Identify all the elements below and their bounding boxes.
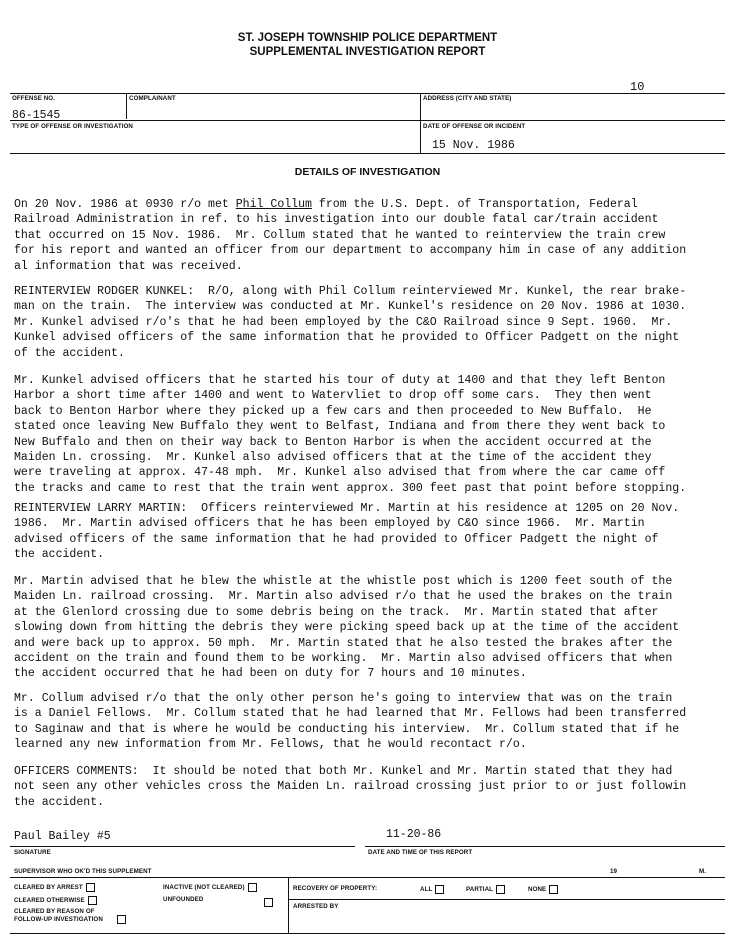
recovery-none-checkbox[interactable]: [549, 885, 558, 894]
m-label: M.: [699, 868, 707, 875]
supervisor-line: [10, 877, 725, 878]
recovery-all-checkbox[interactable]: [435, 885, 444, 894]
narrative-paragraph-4: REINTERVIEW LARRY MARTIN: Officers reinterviewed Mr. Martin at his residence at 1205 on 20 Nov. 1986. Mr. Martin advised officers that he has been employed by C&O since 1966. Mr. Martin advised officers of the same information that he had provided to Officer Padgett the night of the accident.: [14, 502, 680, 562]
date-line: [365, 846, 725, 847]
signature-label: SIGNATURE: [14, 849, 51, 856]
narrative-paragraph-1: [14, 197, 726, 274]
signature-line: [10, 846, 355, 847]
supervisor-label: SUPERVISOR WHO OK'D THIS SUPPLEMENT: [14, 868, 152, 875]
cleared-otherwise-checkbox[interactable]: [88, 896, 97, 905]
form-divider: [126, 93, 127, 119]
officers-comments: OFFICERS COMMENTS: It should be noted that both Mr. Kunkel and Mr. Martin stated that they had not seen any other vehicles cross the Maiden Ln. railroad crossing just prior to or just followin the accident.: [14, 765, 687, 809]
year-prefix: 19: [610, 868, 618, 875]
form-top-border: [10, 93, 725, 94]
narrative-text: from the U.S. Dept. of Transportation, Federal: [311, 198, 638, 211]
form-bottom-border: [10, 153, 725, 154]
report-date-field[interactable]: 11-20-86: [386, 828, 442, 841]
offense-no-label: OFFENSE NO.: [12, 95, 56, 102]
recovery-divider: [288, 899, 725, 900]
form-row-divider: [10, 120, 725, 121]
complainant-label: COMPLAINANT: [129, 95, 176, 102]
cleared-arrest-option[interactable]: CLEARED BY ARREST: [14, 883, 95, 892]
recovery-partial-option[interactable]: PARTIAL: [466, 885, 505, 894]
incident-date-label: DATE OF OFFENSE OR INCIDENT: [423, 123, 526, 130]
recovery-partial-checkbox[interactable]: [496, 885, 505, 894]
recovery-none-option[interactable]: NONE: [528, 885, 558, 894]
footer-divider: [288, 877, 289, 933]
inactive-checkbox[interactable]: [248, 883, 257, 892]
recovery-all-option[interactable]: ALL: [420, 885, 444, 894]
footer-bottom-line: [10, 933, 725, 934]
cleared-otherwise-option[interactable]: CLEARED OTHERWISE: [14, 896, 97, 905]
signature-field[interactable]: Paul Bailey #5: [14, 830, 111, 843]
incident-date-field[interactable]: 15 Nov. 1986: [432, 139, 515, 152]
narrative-paragraph-2: REINTERVIEW RODGER KUNKEL: R/O, along with Phil Collum reinterviewed Mr. Kunkel, the rear brake- man on the train. The interview was conducted at Mr. Kunkel's residence on 20 Nov. 1986 at 1030. Mr. Kunkel advised r/o's that he had been employed by the C&O Railroad since 9 Sept. 1960. Mr. Kunkel advised officers of the same information that he provided to Officer Padgett on the night of the accident.: [14, 285, 687, 360]
report-title: SUPPLEMENTAL INVESTIGATION REPORT: [249, 46, 486, 58]
narrative-text: Railroad Administration in ref. to his investigation into our double fatal car/train accident that occurred on 15 Nov. 1986. Mr. Collum stated that he wanted to reinterview the train crew for his report and wanted an officer from our department to accompany him in case of any addition al information that was received.: [14, 213, 687, 273]
department-title: ST. JOSEPH TOWNSHIP POLICE DEPARTMENT: [237, 32, 498, 44]
narrative-paragraph-5: Mr. Martin advised that he blew the whistle at the whistle post which is 1200 feet south of the Maiden Ln. railroad crossing. Mr. Martin also advised r/o that he used the brakes on the train at the Glenlord crossing due to some debris being on the track. Mr. Martin stated that after slowing down from hitting the debris they were picking speed back up at the time of the accident and were back up to approx. 50 mph. Mr. Martin stated that he also tested the brakes after the accident on the train and found them to be working. Mr. Martin also advised officers that when the accident occurred that he had been on duty for 7 hours and 10 minutes.: [14, 575, 680, 681]
offense-no-field[interactable]: 86-1545: [12, 109, 61, 122]
narrative-paragraph-3: Mr. Kunkel advised officers that he started his tour of duty at 1400 and that they left Benton Harbor a short time after 1400 and went to Watervliet to drop off some cars. They then went back to Benton Harbor where they picked up a few cars and then proceeded to New Buffalo. He stated once leaving New Buffalo they went to Belfast, Indiana and from there they went back to New Buffalo and then on their way back to Benton Harbor is when the accident occurred at the Maiden Ln. crossing. Mr. Kunkel also advised officers that at the time of the accident they were traveling at approx. 47-48 mph. Mr. Kunkel also advised that from where the car came off the tracks and came to rest that the train went approx. 300 feet past that point before stopping.: [14, 374, 687, 495]
arrested-by-label: ARRESTED BY: [293, 903, 339, 910]
cleared-reason-option[interactable]: FOLLOW-UP INVESTIGATION: [14, 915, 126, 924]
address-label: ADDRESS (CITY AND STATE): [423, 95, 512, 102]
details-heading: DETAILS OF INVESTIGATION: [294, 166, 441, 178]
narrative-paragraph-6: Mr. Collum advised r/o that the only other person he's going to interview that was on the train is a Daniel Fellows. Mr. Collum stated that he had learned that Mr. Fellows had been transferred to Saginaw and that is where he would be conducting his interview. Mr. Collum stated that if he learned any new information from Mr. Fellows, that he would recontact r/o.: [14, 692, 687, 752]
inactive-option[interactable]: INACTIVE (NOT CLEARED): [163, 883, 257, 892]
recovery-label: RECOVERY OF PROPERTY:: [293, 885, 378, 892]
narrative-text: On 20 Nov. 1986 at 0930 r/o met: [14, 198, 236, 211]
offense-type-label: TYPE OF OFFENSE OR INVESTIGATION: [12, 123, 133, 130]
cleared-reason-checkbox[interactable]: [117, 915, 126, 924]
contact-name: Phil Collum: [235, 198, 312, 211]
date-time-label: DATE AND TIME OF THIS REPORT: [368, 849, 473, 856]
cleared-arrest-checkbox[interactable]: [86, 883, 95, 892]
unfounded-checkbox[interactable]: [264, 898, 273, 907]
unfounded-label: UNFOUNDED: [163, 896, 204, 903]
cleared-reason-label-1: CLEARED BY REASON OF: [14, 908, 95, 915]
page-number: 10: [630, 80, 645, 94]
form-divider: [420, 93, 421, 153]
